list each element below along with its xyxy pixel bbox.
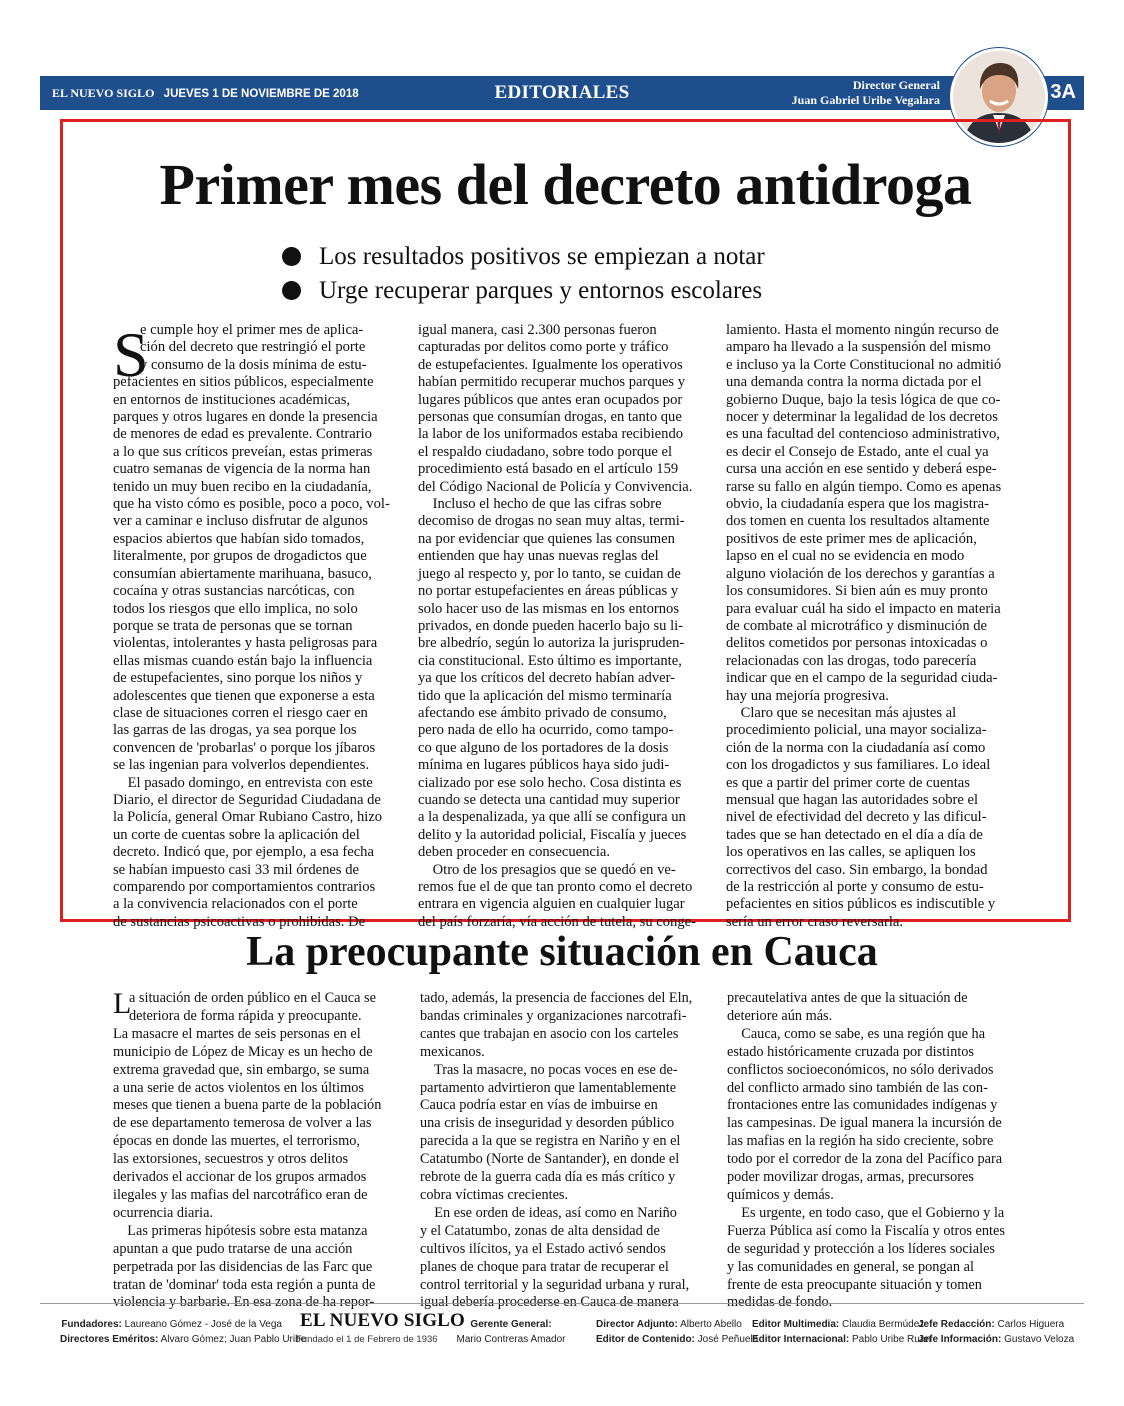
text-line: meses que tienen a buena parte de la población (113, 1097, 382, 1114)
text-line: comparendo por comportamientos contrarios (113, 879, 376, 895)
director-title: Director General (852, 78, 940, 92)
text-line: cuatro semanas de vigencia de la norma han (113, 461, 371, 478)
text-line: tratan de 'dominar' toda esta región a punta de (113, 1276, 376, 1293)
text-line: de estupefacientes, sino porque los niños y (113, 670, 363, 687)
founded-date: Fundado el 1 de Febrero de 1936 (296, 1334, 438, 1345)
bullet-icon (282, 247, 301, 266)
newsroom-chief-name: Carlos Higuera (997, 1319, 1065, 1330)
editorial-2-dropcap: L (113, 987, 132, 1020)
editorial-2-column-1 (113, 987, 382, 1312)
emeritus-label: Directores Eméritos: (60, 1334, 159, 1345)
text-line: La masacre el martes de seis personas en el (113, 1025, 361, 1042)
text-line: las extorsiones, secuestros y otros delitos (113, 1151, 349, 1168)
text-line: épocas en donde las muertes, el terrorismo, (113, 1133, 360, 1150)
text-line: Diario, el director de Seguridad Ciudadana de (113, 791, 381, 808)
text-line: que ha visto cómo es posible, poco a poco, vol- (113, 496, 390, 513)
director-credit (730, 78, 940, 108)
paper-name: EL NUEVO SIGLO (52, 86, 155, 100)
content-editor-name: José Peñuela (697, 1334, 759, 1345)
editorial-2-column-2: tado, además, la presencia de facciones del Eln, bandas criminales y organizaciones narcotrafi- cantes que trabajan en asocio con los carteles mexicanos. Tras la masacre, no pocas voces en ese de- partamento advirtieron que lamentablemente Cauca podría estar en vías de imbuirse en una crisis de inseguridad y desorden público parecida a la que se registra en Nariño y en el Catatumbo (Norte de Santander), en donde el rebrote de la guerra cada día es más crítico y cobra víctimas crecientes. En ese orden de ideas, así como en Nariño y el Catatumbo, zonas de alta densidad de cultivos ilícitos, ya el Estado activó sendos planes de choque para tratar de recuperar el control territorial y la seguridad urbana y rural, igual debería procederse en Cauca de manera (420, 990, 693, 1311)
multimedia-label: Editor Multimedia: (752, 1319, 840, 1330)
text-line: clase de situaciones corren el riesgo caer en (113, 704, 368, 721)
highlight-text: Los resultados positivos se empiezan a notar (319, 243, 765, 270)
text-line: a la convivencia relacionados con el porte (113, 896, 358, 913)
page-number: 3A (1050, 81, 1076, 103)
newsroom-chief-label: Jefe Redacción: (918, 1319, 995, 1330)
editorial-2-title: La preocupante situación en Cauca (246, 929, 878, 975)
manager-label: Gerente General: (470, 1319, 552, 1330)
emeritus-names: Alvaro Gómez; Juan Pablo Uribe (160, 1334, 307, 1345)
information-chief-name: Gustavo Veloza (1004, 1334, 1075, 1345)
text-line: un corte de cuentas sobre la aplicación del (113, 826, 360, 843)
editorial-2-column-3: precautelativa antes de que la situación de deteriore aún más. Cauca, como se sabe, es una región que ha estado históricamente cruzada por distintos conflictos socioeconómicos, no sólo derivados del conflicto armado sino también de las con- frontaciones entre las comunidades indígenas y las campesinas. De igual manera la incursión de las mafias en la región ha sido creciente, sobre todo por el corredor de la zona del Pacífico para poder movilizar drogas, armas, precursores químicos y demás. Es urgente, en todo caso, que el Gobierno y la Fuerza Pública así como la Fiscalía y otros entes de seguridad y protección a los líderes sociales y las comunidades en general, se pongan al frente de esta preocupante situación y tomen medidas de fondo. (727, 990, 1005, 1311)
footer-editors-3 (918, 1317, 1074, 1347)
text-line: de ese departamento temerosa de volver a las (113, 1115, 372, 1132)
deputy-label: Director Adjunto: (596, 1319, 678, 1330)
editorial-1-column-1 (113, 319, 390, 931)
footer-logo: EL NUEVO SIGLO (300, 1310, 466, 1331)
founders-label: Fundadores: (61, 1319, 122, 1330)
footer-divider (40, 1303, 1084, 1304)
text-line: la Policía, general Omar Rubiano Castro, hizo (113, 809, 383, 826)
text-line: ver a caminar e incluso disfrutar de algunos (113, 513, 368, 530)
text-line: Las primeras hipótesis sobre esta matanza (113, 1222, 368, 1239)
footer-editors-2 (752, 1317, 931, 1347)
text-line: consumían abiertamente marihuana, basuco, (113, 565, 372, 582)
editorial-1-highlights (282, 240, 765, 308)
footer-manager (455, 1317, 567, 1347)
international-label: Editor Internacional: (752, 1334, 850, 1345)
multimedia-name: Claudia Bermúdez (842, 1319, 925, 1330)
highlight-text: Urge recuperar parques y entornos escolares (319, 277, 763, 304)
manager-name: Mario Contreras Amador (456, 1334, 566, 1345)
footer-editors-1 (596, 1317, 758, 1347)
text-line: a una serie de actos violentos en los últimos (113, 1079, 364, 1096)
text-line: se las ingenian para volverlos dependientes. (113, 757, 370, 774)
text-line: violentas, intolerantes y hasta peligrosas para (113, 635, 378, 652)
text-line: convencen de 'probarlas' o porque los jíbaros (113, 739, 376, 756)
highlight-item (282, 240, 765, 274)
founders-names: Laureano Gómez - José de la Vega (124, 1319, 282, 1330)
text-line: en entornos de instituciones académicas, (113, 391, 351, 408)
text-line: y consumo de la dosis mínima de estu- (140, 356, 367, 373)
editorial-1-title: Primer mes del decreto antidroga (159, 152, 972, 217)
text-line: extrema gravedad que, sin embargo, se suma (113, 1061, 370, 1078)
text-line: derivados el accionar de los grupos armados (113, 1169, 367, 1186)
text-line: ción del decreto que restringió el porte (140, 339, 366, 356)
editorial-1-column-2: igual manera, casi 2.300 personas fueron capturadas por delitos como porte y tráfico de estupefacientes. Igualmente los operativos habían permitido recuperar muchos parques y lugares públicos que antes eran ocupados por personas que consumían drogas, en tanto que la labor de los uniformados estaba recibiendo el respaldo ciudadano, sobre todo porque el procedimiento está basado en el artículo 159 del Código Nacional de Policía y Convivencia. Incluso el hecho de que las cifras sobre decomiso de drogas no sean muy altas, termi- na por evidenciar que quienes las consumen entienden que hay unas nuevas reglas del juego al respecto y, por lo tanto, se cuidan de no portar estupefacientes en áreas públicas y solo hacer uso de las mismas en los entornos privados, en donde pueden hacerlo bajo su li- bre albedrío, según lo autoriza la jurispruden- cia constitucional. Esto último es importante, ya que los críticos del decreto habían adver- tido que la aplicación del mismo terminaría afectando ese ámbito privado de consumo, pero nada de ello ha ocurrido, como tampo- co que alguno de los portadores de la dosis mínima en lugares públicos haya sido judi- cializado por ese solo hecho. Cosa distinta es cuando se detecta una cantidad muy superior a la despenalizada, ya que allí se configura un delito y la autoridad policial, Fiscalía y jueces deben proceder en consecuencia. Otro de los presagios que se quedó en ve- remos fue el de que tan pronto como el decreto entrara en vigencia alguien en cualquier lugar del país forzaría, vía acción de tutela, su conge- (418, 322, 696, 930)
text-line: adolescentes que tienen que exponerse a esta (113, 687, 375, 704)
director-name: Juan Gabriel Uribe Vegalara (791, 93, 940, 107)
text-line: literalmente, por grupos de drogadictos que (113, 548, 367, 565)
text-line: ocurrencia diaria. (113, 1204, 214, 1221)
text-line: apuntan a que pudo tratarse de una acción (113, 1240, 353, 1257)
text-line: pefacientes en sitios públicos, especialmente (113, 374, 374, 391)
bullet-icon (282, 281, 301, 300)
text-line: El pasado domingo, en entrevista con este (113, 774, 373, 791)
deputy-name: Alberto Abello (680, 1319, 742, 1330)
content-editor-label: Editor de Contenido: (596, 1334, 695, 1345)
text-line: porque se trata de personas que se tornan (113, 617, 353, 634)
text-line: ellas mismas cuando están bajo la influencia (113, 652, 373, 669)
text-line: de menores de edad es prevalente. Contrario (113, 426, 372, 443)
footer-founders (60, 1317, 307, 1347)
international-name: Pablo Uribe Ruan (852, 1334, 931, 1345)
text-line: e cumple hoy el primer mes de aplica- (140, 322, 364, 338)
section-title: EDITORIALES (494, 82, 630, 103)
text-line: cocaína y otras sustancias narcóticas, con (113, 583, 355, 600)
text-line: se habían impuesto casi 33 mil órdenes de (113, 861, 360, 878)
highlight-item (282, 274, 765, 308)
text-line: ilegales y las mafias del narcotráfico eran de (113, 1186, 368, 1203)
text-line: todos los riesgos que ello implica, no solo (113, 600, 358, 617)
text-line: a lo que sus críticos preveían, estas primeras (113, 443, 373, 460)
information-chief-label: Jefe Información: (918, 1334, 1002, 1345)
issue-date: JUEVES 1 DE NOVIEMBRE DE 2018 (163, 88, 359, 100)
text-line: deteriora de forma rápida y preocupante. (129, 1007, 362, 1024)
text-line: las garras de las drogas, ya sea porque los (113, 722, 357, 739)
text-line: decreto. Indicó que, por ejemplo, a esa fecha (113, 844, 374, 861)
text-line: municipio de López de Micay es un hecho de (113, 1043, 373, 1060)
masthead-bar (40, 76, 1084, 110)
text-line: perpetrada por las disidencias de las Farc que (113, 1258, 373, 1275)
editorial-1-dropcap: S (113, 319, 149, 390)
text-line: a situación de orden público en el Cauca se (129, 990, 376, 1006)
text-line: espacios abiertos que habían sido tomados, (113, 530, 365, 547)
editorial-1-column-3: lamiento. Hasta el momento ningún recurso de amparo ha llevado a la suspensión del mismo e incluso ya la Corte Constitucional no admitió una demanda contra la norma dictada por el gobierno Duque, bajo la tesis lógica de que co- nocer y determinar la legalidad de los decretos es una facultad del contencioso administrativo, es decir el Consejo de Estado, ante el cual ya cursa una acción en ese sentido y deberá espe- rarse su fallo en algún tiempo. Como es apenas obvio, la ciudadanía espera que los magistra- dos tomen en cuenta los resultados altamente positivos de este primer mes de aplicación, lapso en el cual no se evidencia en modo alguno violación de los derechos y garantías a los consumidores. Si bien aún es muy pronto para evaluar cuál ha sido el impacto en materia de combate al microtráfico y disminución de delitos cometidos por personas intoxicadas o relacionadas con las drogas, todo parecería indicar que en el campo de la seguridad ciuda- hay una mejoría progresiva. Claro que se necesitan más ajustes al procedimiento policial, una mayor socializa- ción de la norma con la ciudadanía así como con los drogadictos y sus familiares. Lo ideal es que a partir del primer corte de cuentas mensual que hagan las autoridades sobre el nivel de efectividad del decreto y las dificul- tades que se han detectado en el día a día de los operativos en las calles, se apliquen los correctivos del caso. Sin embargo, la bondad de la restricción al porte y consumo de estu- pefacientes en sitios públicos es indiscutible y sería un error craso reversarla. (726, 322, 1002, 930)
text-line: parques y otros lugares en donde la presencia (113, 409, 378, 426)
text-line: de sustancias psicoactivas o prohibidas. De (113, 913, 366, 930)
text-line: tenido un muy buen recibo en la ciudadanía, (113, 478, 372, 495)
text-line: violencia y barbarie. En esa zona de ha repor- (113, 1294, 375, 1311)
